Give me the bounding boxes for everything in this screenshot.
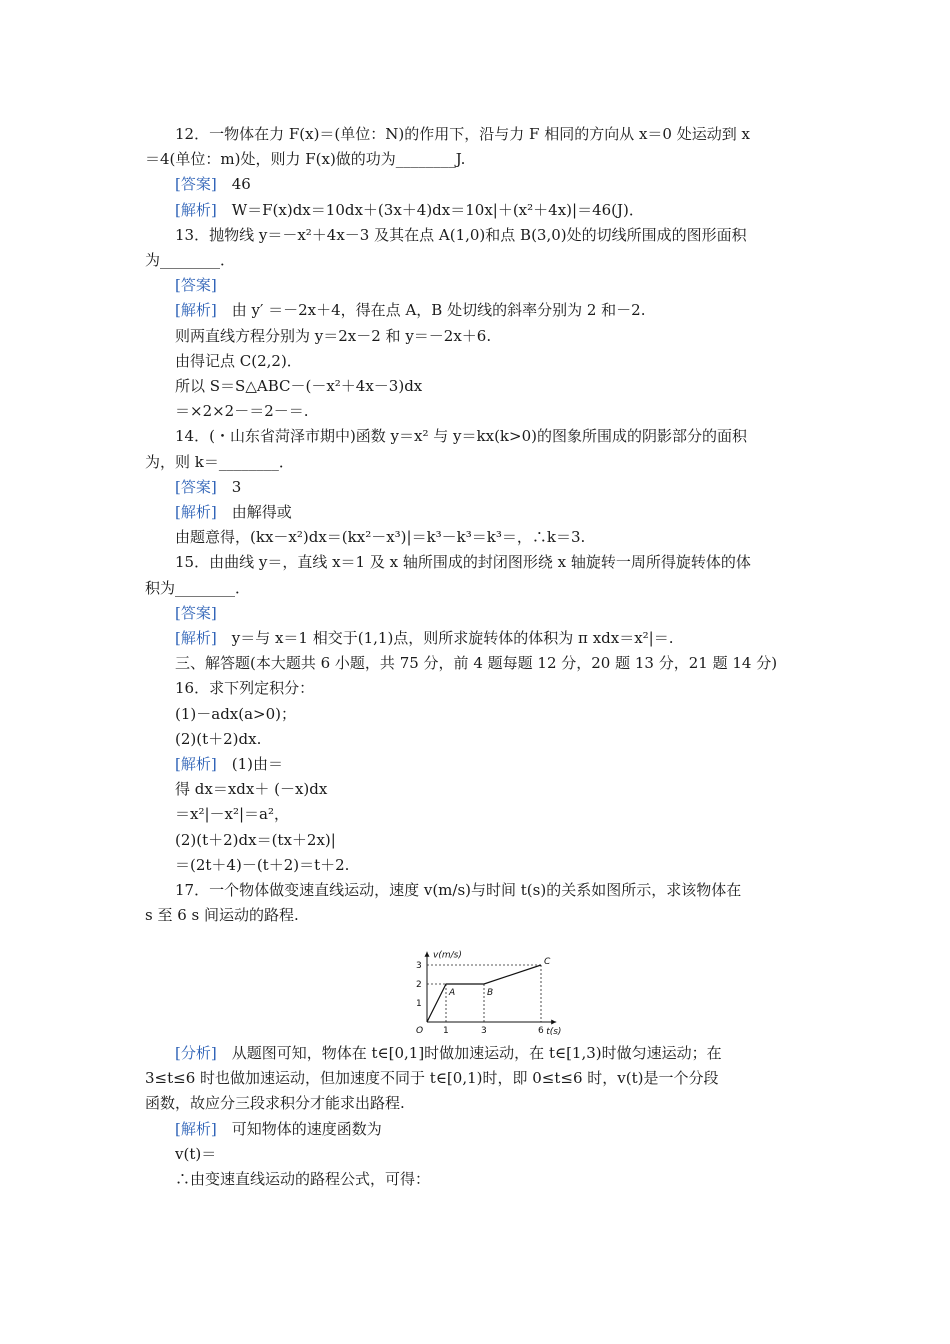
line-text: 16．求下列定积分：: [175, 679, 315, 698]
line-text: 从题图可知，物体在 t∈[0,1]时做加速运动，在 t∈[1,3)时做匀速运动；在: [216, 1044, 722, 1062]
line-text: ＝4(单位：m)处，则力 F(x)做的功为________J.: [145, 150, 466, 169]
line-text: W＝F(x)dx＝10dx＋(3x＋4)dx＝10x|＋(x²＋4x)|＝46(J)．: [216, 200, 644, 219]
text-line: [175, 828, 810, 852]
velocity-time-chart: [410, 928, 580, 1036]
text-line: [175, 273, 810, 297]
text-line: [175, 777, 810, 801]
line-text: ∴由变速直线运动的路程公式，可得：: [175, 1170, 431, 1188]
line-text: 可知物体的速度函数为: [216, 1119, 382, 1138]
text-line: [175, 802, 810, 826]
line-text: (1)由＝: [216, 755, 283, 773]
text-line: [175, 1167, 810, 1191]
section-tag: [解析]: [175, 629, 217, 647]
x-axis-label: t(s): [546, 1027, 562, 1036]
text-line: [175, 752, 810, 776]
text-line: [175, 1117, 810, 1141]
section-tag: [解析]: [175, 301, 217, 320]
point-label: C: [544, 957, 551, 967]
origin-label: O: [416, 1026, 424, 1036]
line-text: 15．由曲线 y＝，直线 x＝1 及 x 轴所围成的封闭图形绕 x 轴旋转一周所得旋转体的体: [175, 553, 751, 572]
x-tick-label: 3: [481, 1026, 487, 1036]
line-text: (2)(t＋2)dx.: [175, 729, 262, 748]
text-line: [175, 399, 810, 423]
line-text: 12．一物体在力 F(x)＝(单位：N)的作用下，沿与力 F 相同的方向从 x＝0 处运动到 x: [175, 125, 750, 143]
line-text: v(t)＝: [175, 1144, 217, 1163]
text-line: [175, 727, 810, 751]
point-label: B: [487, 988, 494, 998]
line-text: 函数，故应分三段求积分才能求出路程.: [145, 1094, 405, 1113]
text-line: [175, 172, 810, 196]
line-text: 3: [216, 477, 242, 496]
text-line: [175, 223, 810, 247]
line-text: 46: [216, 175, 251, 194]
text-line: [175, 525, 810, 549]
text-line: [175, 626, 810, 650]
text-line: [175, 601, 810, 625]
y-axis-arrow: [425, 952, 430, 957]
line-text: 积为________．: [145, 578, 251, 597]
line-text: 则两直线方程分别为 y＝2x－2 和 y＝－2x＋6.: [175, 326, 492, 345]
section-tag: [解析]: [175, 200, 217, 219]
text-line: [175, 298, 810, 322]
y-tick-label: 3: [416, 961, 422, 971]
y-tick-label: 1: [416, 999, 422, 1009]
section-tag: [解析]: [175, 1119, 217, 1138]
text-line: [145, 450, 810, 474]
line-text: 14．(・山东省菏泽市期中)函数 y＝x² 与 y＝kx(k>0)的图象所围成的阴影部分的面积: [175, 427, 747, 446]
section-tag: [答案]: [175, 276, 217, 295]
text-line: [175, 324, 810, 348]
y-tick-label: 2: [416, 980, 422, 990]
line-text: s 至 6 s 间运动的路程.: [145, 906, 299, 925]
line-text: 3≤t≤6 时也做加速运动，但加速度不同于 t∈[0,1)时，即 0≤t≤6 时，v(t)是一个分段: [145, 1069, 719, 1088]
text-line: [175, 676, 810, 700]
text-line: [175, 424, 810, 448]
section-tag: [解析]: [175, 503, 217, 521]
text-line: [145, 147, 810, 171]
text-line: [175, 853, 810, 877]
text-line: [175, 349, 810, 373]
section-tag: [答案]: [175, 175, 217, 194]
section-tag: [解析]: [175, 755, 217, 773]
text-line: [175, 475, 810, 499]
line-text: 13．抛物线 y＝－x²＋4x－3 及其在点 A(1,0)和点 B(3,0)处的切线所围成的图形面积: [175, 225, 747, 244]
x-axis-arrow: [551, 1020, 556, 1025]
text-line: [175, 702, 810, 726]
line-text: ＝×2×2－＝2－＝.: [175, 402, 309, 421]
text-line: [175, 550, 810, 574]
line-text: 三、解答题(本大题共 6 小题，共 75 分，前 4 题每题 12 分，20 题 13 分，21 题 14 分): [175, 654, 778, 673]
line-text: ＝(2t＋4)－(t＋2)＝t＋2.: [175, 855, 350, 874]
text-line: [145, 903, 810, 927]
section-tag: [答案]: [175, 477, 217, 496]
line-text: 得 dx＝xdx＋ (－x)dx: [175, 780, 328, 799]
line-text: (1)－adx(a>0)；: [175, 704, 297, 723]
line-text: 由解得或: [216, 503, 292, 521]
line-text: 由题意得，(kx－x²)dx＝(kx²－x³)|＝k³－k³＝k³＝，∴k＝3.: [175, 528, 586, 547]
line-text: (2)(t＋2)dx＝(tx＋2x)|: [175, 830, 336, 849]
line-text: 由 y′ ＝－2x＋4，得在点 A，B 处切线的斜率分别为 2 和－2.: [216, 301, 646, 320]
text-line: [175, 122, 810, 146]
text-line: [145, 1066, 810, 1090]
text-line: [175, 374, 810, 398]
line-text: ＝x²|－x²|＝a²，: [175, 805, 290, 824]
line-text: 由得记点 C(2,2)．: [175, 351, 302, 370]
text-line: [175, 1041, 810, 1065]
text-line: [175, 500, 810, 524]
section-tag: [答案]: [175, 603, 217, 622]
line-text: 所以 S＝S△ABC－(－x²＋4x－3)dx: [175, 377, 423, 395]
section-tag: [分析]: [175, 1044, 217, 1062]
x-tick-label: 1: [443, 1026, 449, 1036]
text-line: [175, 878, 810, 902]
x-tick-label: 6: [538, 1026, 544, 1036]
text-line: [145, 248, 810, 272]
y-axis-label: v(m/s): [433, 950, 462, 961]
line-text: 为________．: [145, 251, 236, 269]
text-line: [145, 1091, 810, 1115]
line-text: y＝与 x＝1 相交于(1,1)点，则所求旋转体的体积为 π xdx＝x²|＝.: [216, 629, 674, 647]
line-text: 17．一个物体做变速直线运动，速度 v(m/s)与时间 t(s)的关系如图所示，求该物体在: [175, 881, 742, 899]
point-label: A: [449, 988, 456, 998]
text-line: [175, 1142, 810, 1166]
text-line: [175, 651, 810, 675]
line-text: 为，则 k＝________．: [145, 452, 294, 471]
text-line: [145, 576, 810, 600]
text-line: [175, 198, 810, 222]
